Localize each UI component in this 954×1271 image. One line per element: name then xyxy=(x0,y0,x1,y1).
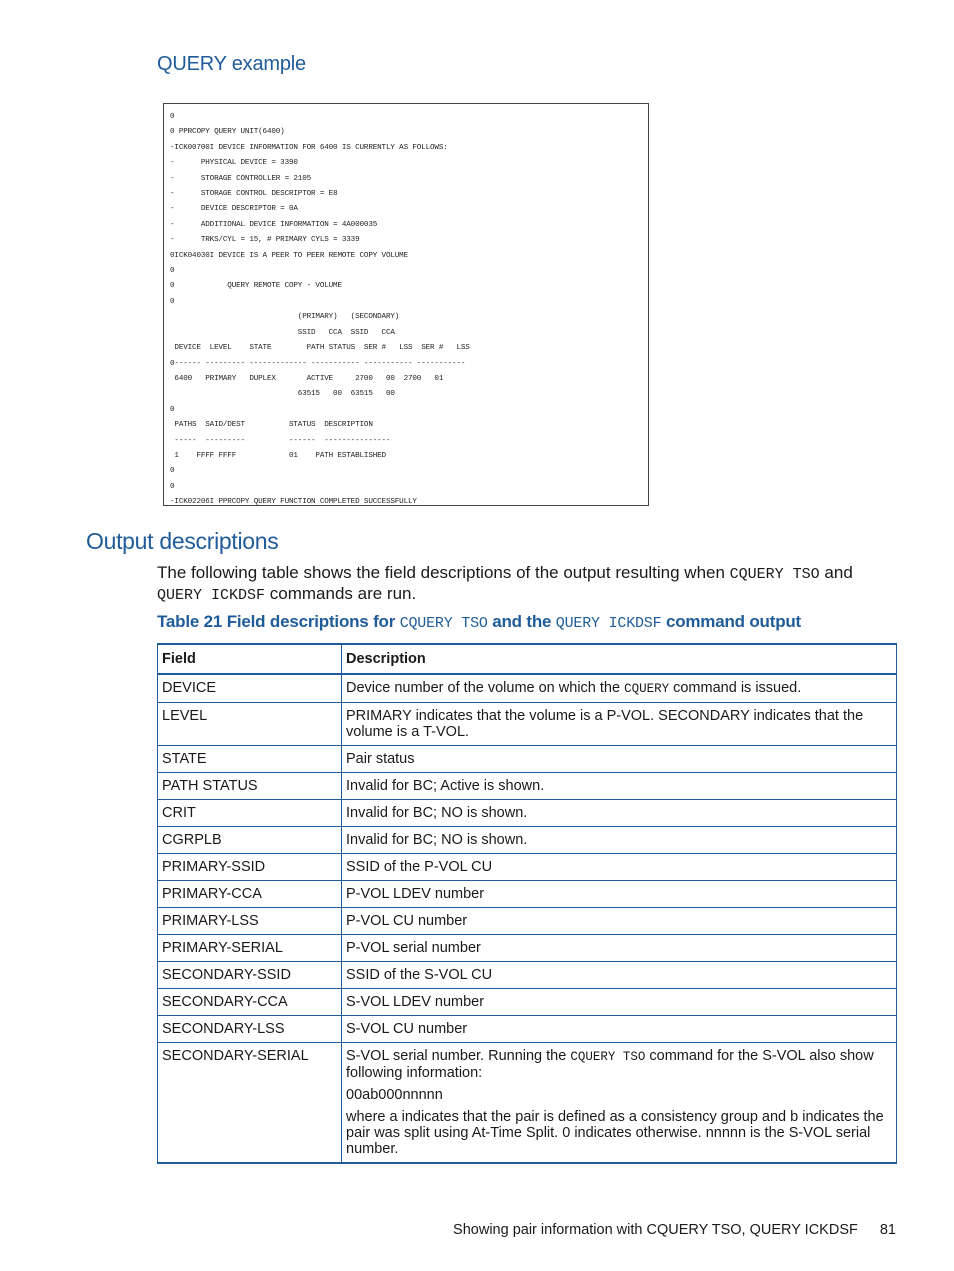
table-row xyxy=(158,773,897,800)
code-line: - STORAGE CONTROL DESCRIPTOR = E8 xyxy=(170,190,338,199)
description-cell: Invalid for BC; Active is shown. xyxy=(342,773,897,800)
footer-section-title: Showing pair information with CQUERY TSO, QUERY ICKDSF xyxy=(453,1222,858,1238)
code-line: 0------ --------- ------------- ----------- ----------- ----------- xyxy=(170,359,466,368)
description-cell: S-VOL LDEV number xyxy=(342,989,897,1016)
query-example-heading: QUERY example xyxy=(157,53,306,75)
field-cell: SECONDARY-LSS xyxy=(158,1016,342,1043)
table-caption xyxy=(157,612,801,632)
table-header-row xyxy=(158,644,897,674)
table-row xyxy=(158,1043,897,1164)
field-cell: SECONDARY-SERIAL xyxy=(158,1043,342,1164)
code-line: (PRIMARY) (SECONDARY) xyxy=(170,313,400,322)
code-line: - PHYSICAL DEVICE = 3390 xyxy=(170,159,298,168)
intro-code-cquery: CQUERY TSO xyxy=(729,566,820,583)
description-cell: Pair status xyxy=(342,746,897,773)
caption-text-2: and the xyxy=(487,612,556,631)
table-row xyxy=(158,746,897,773)
description-cell: SSID of the S-VOL CU xyxy=(342,962,897,989)
code-line: 0 xyxy=(170,482,175,491)
description-cell: SSID of the P-VOL CU xyxy=(342,854,897,881)
table-row xyxy=(158,1016,897,1043)
description-cell: P-VOL serial number xyxy=(342,935,897,962)
code-line: -ICK02206I PPRCOPY QUERY FUNCTION COMPLETED SUCCESSFULLY xyxy=(170,498,417,507)
code-line: SSID CCA SSID CCA xyxy=(170,328,395,337)
table-row xyxy=(158,674,897,703)
description-text: Device number of the volume on which the xyxy=(346,680,625,696)
field-cell: PRIMARY-CCA xyxy=(158,881,342,908)
code-line: 0ICK04030I DEVICE IS A PEER TO PEER REMOTE COPY VOLUME xyxy=(170,251,408,260)
output-descriptions-heading: Output descriptions xyxy=(86,528,279,554)
intro-text-2: and xyxy=(819,563,853,582)
description-paragraph: 00ab000nnnnn xyxy=(346,1087,443,1103)
table-row xyxy=(158,800,897,827)
caption-text-1: Table 21 Field descriptions for xyxy=(157,612,400,631)
header-field: Field xyxy=(158,644,342,674)
code-line: 0 PPRCOPY QUERY UNIT(6400) xyxy=(170,128,285,137)
table-row xyxy=(158,989,897,1016)
code-line: ----- --------- ------ --------------- xyxy=(170,436,391,445)
description-code: CQUERY xyxy=(624,682,670,696)
field-cell: SECONDARY-SSID xyxy=(158,962,342,989)
table-row xyxy=(158,962,897,989)
description-cell xyxy=(342,674,897,703)
query-output-code xyxy=(170,110,470,511)
field-cell: SECONDARY-CCA xyxy=(158,989,342,1016)
table-row xyxy=(158,908,897,935)
description-cell: P-VOL CU number xyxy=(342,908,897,935)
code-line: 63515 00 63515 00 xyxy=(170,390,395,399)
code-line: 0 xyxy=(170,405,175,414)
description-cell xyxy=(342,1043,897,1164)
field-cell: LEVEL xyxy=(158,703,342,746)
field-cell: PATH STATUS xyxy=(158,773,342,800)
query-output-codebox xyxy=(163,103,649,506)
description-cell: S-VOL CU number xyxy=(342,1016,897,1043)
description-cell: P-VOL LDEV number xyxy=(342,881,897,908)
code-line: 0 xyxy=(170,467,175,476)
description-cell: PRIMARY indicates that the volume is a P-VOL. SECONDARY indicates that the volume is a T-VOL. xyxy=(342,703,897,746)
table-row xyxy=(158,935,897,962)
code-line: 0 xyxy=(170,267,175,276)
code-line: - ADDITIONAL DEVICE INFORMATION = 4A000035 xyxy=(170,220,378,229)
code-line: 6400 PRIMARY DUPLEX ACTIVE 2700 00 2700 01 xyxy=(170,374,444,383)
code-line: -ICK00700I DEVICE INFORMATION FOR 6400 IS CURRENTLY AS FOLLOWS: xyxy=(170,143,448,152)
description-text: command is issued. xyxy=(669,680,802,696)
description-text: command for the S-VOL also show following information: xyxy=(346,1048,874,1081)
code-line: 0 QUERY REMOTE COPY - VOLUME xyxy=(170,282,342,291)
intro-text-3: commands are run. xyxy=(265,584,417,603)
code-line: 1 FFFF FFFF 01 PATH ESTABLISHED xyxy=(170,451,386,460)
caption-code-query: QUERY ICKDSF xyxy=(555,615,662,632)
description-paragraph: where a indicates that the pair is defined as a consistency group and b indicates the pair was split using At-Time Split. 0 indicates otherwise. nnnnn is the S-VOL serial number. xyxy=(346,1109,884,1157)
code-line: - TRKS/CYL = 15, # PRIMARY CYLS = 3339 xyxy=(170,236,360,245)
table-row xyxy=(158,881,897,908)
table-row xyxy=(158,703,897,746)
field-cell: PRIMARY-LSS xyxy=(158,908,342,935)
page-footer xyxy=(453,1222,896,1238)
field-cell: CRIT xyxy=(158,800,342,827)
field-cell: STATE xyxy=(158,746,342,773)
table-row xyxy=(158,854,897,881)
code-line: DEVICE LEVEL STATE PATH STATUS SER # LSS SER # LSS xyxy=(170,344,470,353)
caption-text-3: command output xyxy=(661,612,802,631)
code-line: 0 xyxy=(170,297,175,306)
code-line: PATHS SAID/DEST STATUS DESCRIPTION xyxy=(170,421,373,430)
code-line: 0 xyxy=(170,113,175,121)
intro-text-1: The following table shows the field descriptions of the output resulting when xyxy=(157,563,730,582)
description-paragraph xyxy=(346,1048,891,1081)
header-description: Description xyxy=(342,644,897,674)
description-text: S-VOL serial number. Running the xyxy=(346,1048,571,1064)
caption-code-cquery: CQUERY TSO xyxy=(399,615,488,632)
page-number: 81 xyxy=(879,1222,896,1238)
field-cell: PRIMARY-SSID xyxy=(158,854,342,881)
table-row xyxy=(158,827,897,854)
intro-code-query: QUERY ICKDSF xyxy=(157,587,266,604)
description-code: CQUERY TSO xyxy=(570,1050,646,1064)
intro-paragraph xyxy=(157,563,897,605)
field-cell: CGRPLB xyxy=(158,827,342,854)
description-cell: Invalid for BC; NO is shown. xyxy=(342,800,897,827)
field-cell: DEVICE xyxy=(158,674,342,703)
field-cell: PRIMARY-SERIAL xyxy=(158,935,342,962)
code-line: - DEVICE DESCRIPTOR = 0A xyxy=(170,205,298,214)
description-cell: Invalid for BC; NO is shown. xyxy=(342,827,897,854)
code-line: - STORAGE CONTROLLER = 2105 xyxy=(170,174,312,183)
field-descriptions-table xyxy=(157,643,897,1164)
